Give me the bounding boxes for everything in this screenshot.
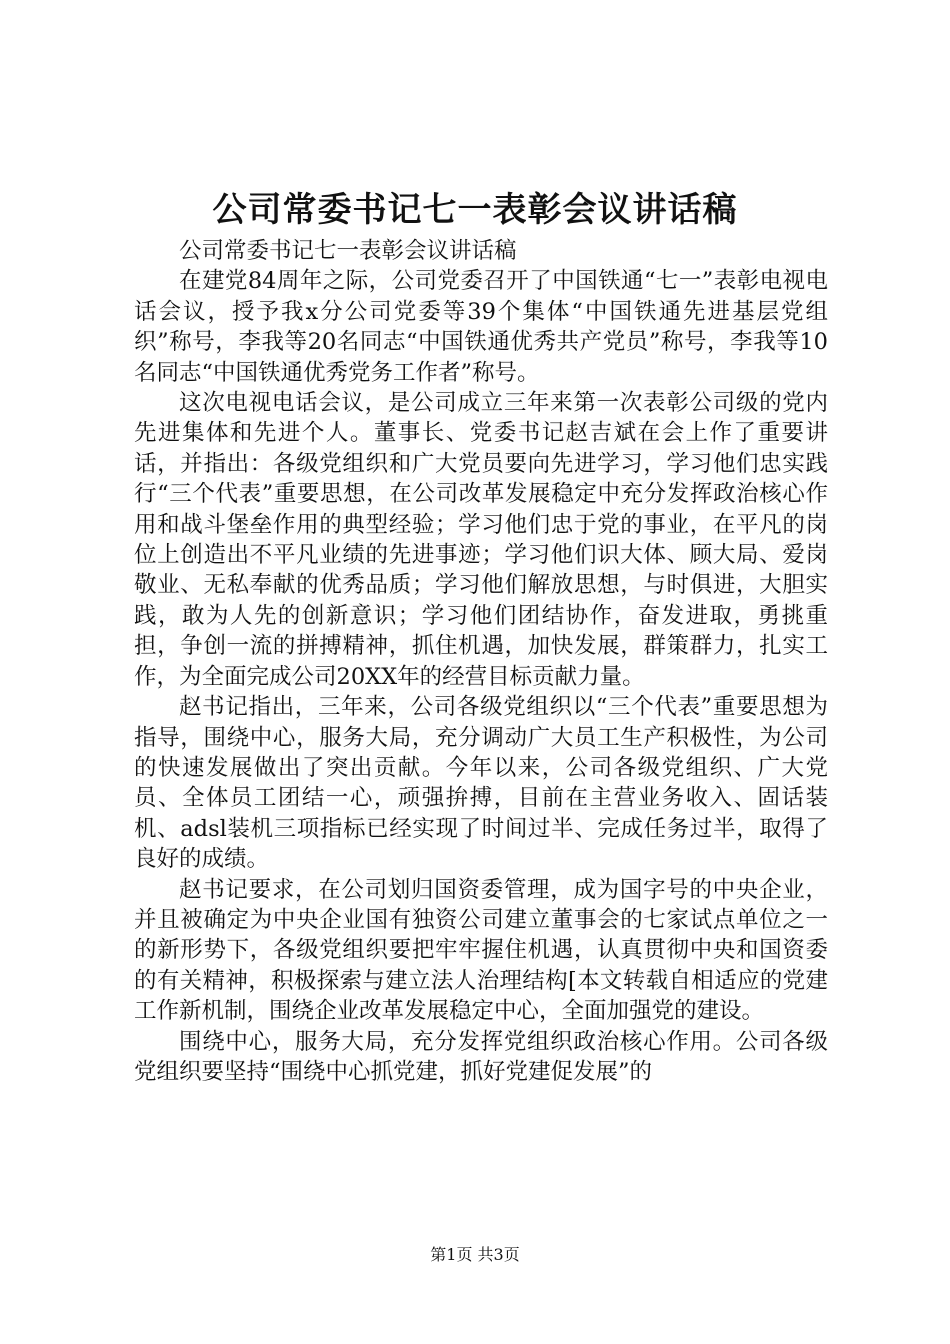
paragraph-2: 这次电视电话会议，是公司成立三年来第一次表彰公司级的党内先进集体和先进个人。董事长、党委书记赵吉斌在会上作了重要讲话，并指出：各级党组织和广大党员要向先进学习，学习他们忠实践行“三个代表”重要思想，在公司改革发展稳定中充分发挥政治核心作用和战斗堡垒作用的典型经验；学习他们忠于党的事业，在平凡的岗位上创造出不平凡业绩的先进事迹；学习他们识大体、顾大局、爱岗敬业、无私奉献的优秀品质；学习他们解放思想，与时俱进，大胆实践，敢为人先的创新意识；学习他们团结协作，奋发进取，勇挑重担，争创一流的拼搏精神，抓住机遇，加快发展，群策群力，扎实工作，为全面完成公司20XX年的经营目标贡献力量。 [134, 390, 828, 690]
paragraph-5: 围绕中心，服务大局，充分发挥党组织政治核心作用。公司各级党组织要坚持“围绕中心抓党建，抓好党建促发展”的 [134, 1028, 828, 1085]
paragraph-subtitle: 公司常委书记七一表彰会议讲话稿 [179, 238, 517, 264]
paragraph-1: 在建党84周年之际，公司党委召开了中国铁通“七一”表彰电视电话会议，授予我x分公司党委等39个集体“中国铁通先进基层党组织”称号，李我等20名同志“中国铁通优秀共产党员”称号，李我等10名同志“中国铁通优秀党务工作者”称号。 [134, 268, 828, 386]
document-body [134, 236, 828, 1087]
document-title: 公司常委书记七一表彰会议讲话稿 [212, 190, 738, 230]
paragraph-3: 赵书记指出，三年来，公司各级党组织以“三个代表”重要思想为指导，围绕中心，服务大局，充分调动广大员工生产积极性，为公司的快速发展做出了突出贡献。今年以来，公司各级党组织、广大党员、全体员工团结一心，顽强拚搏，目前在主营业务收入、固话装机、adsl装机三项指标已经实现了时间过半、完成任务过半，取得了良好的成绩。 [134, 694, 828, 873]
page-footer: 第1页 共3页 [430, 1245, 520, 1264]
paragraph-4: 赵书记要求，在公司划归国资委管理，成为国字号的中央企业，并且被确定为中央企业国有独资公司建立董事会的七家试点单位之一的新形势下，各级党组织要把牢牢握住机遇，认真贯彻中央和国资委的有关精神，积极探索与建立法人治理结构[本文转载自相适应的党建工作新机制，围绕企业改革发展稳定中心，全面加强党的建设。 [134, 876, 828, 1025]
